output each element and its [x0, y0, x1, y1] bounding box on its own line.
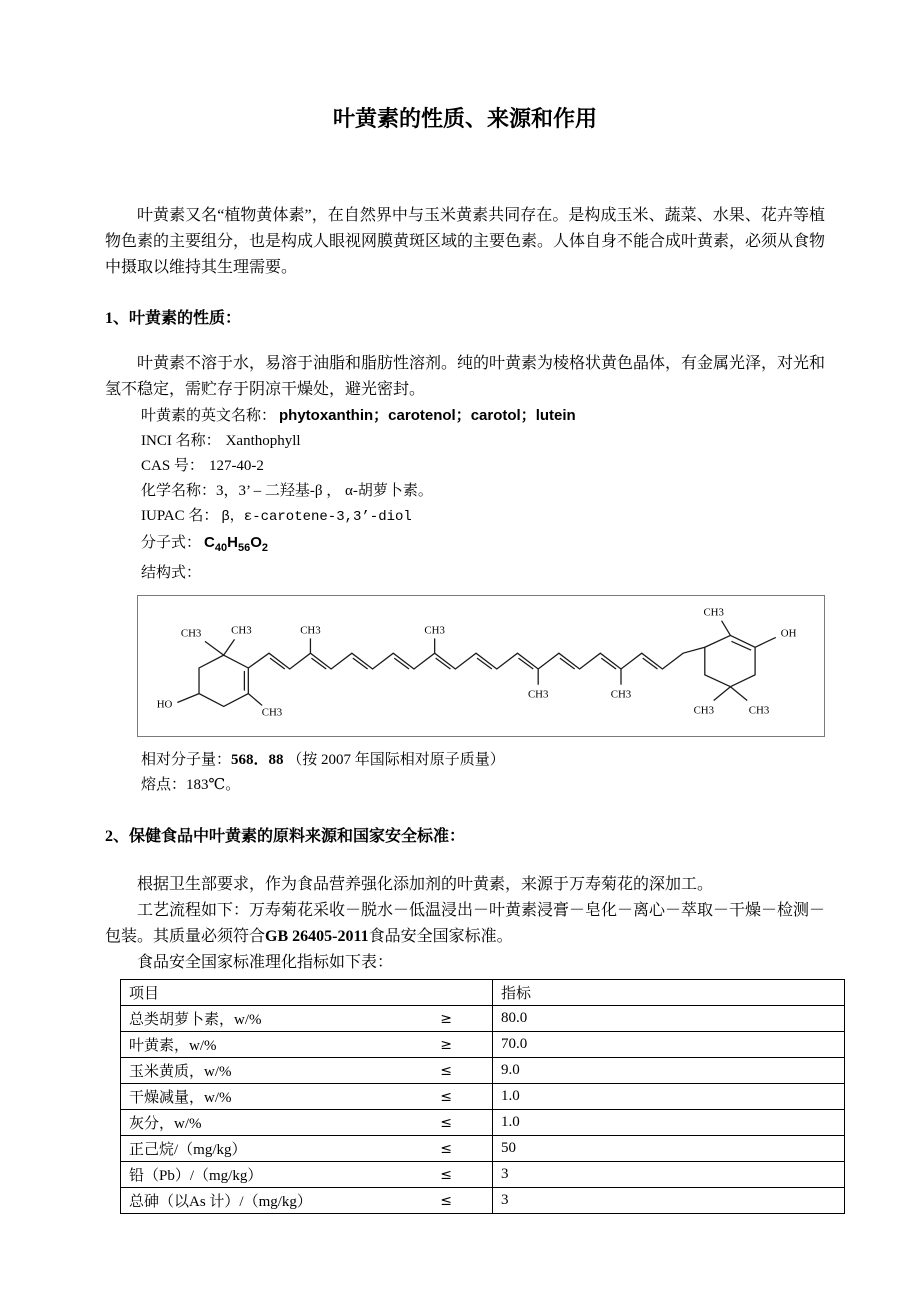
atom-label-ch3: CH3	[231, 624, 252, 637]
molecular-weight-note: （按 2007 年国际相对原子质量）	[287, 752, 505, 768]
item-name: 总类胡萝卜素，w/%	[129, 1012, 262, 1028]
inci-line	[141, 429, 825, 454]
table-row	[121, 1058, 845, 1084]
structure-image-frame	[137, 595, 825, 737]
table-row	[121, 1032, 845, 1058]
section2-paragraph-process	[105, 898, 825, 950]
table-row	[121, 1188, 845, 1214]
item-value: 3	[493, 1162, 845, 1188]
inci-value: Xanthophyll	[225, 433, 301, 449]
formula-line	[141, 530, 825, 561]
atom-label-ch3: CH3	[703, 606, 724, 619]
molecular-data-lines	[141, 748, 825, 798]
formula-value: $C_{40}H_{56}O_2$	[204, 534, 268, 554]
english-names-label: 叶黄素的英文名称：	[141, 408, 277, 424]
cas-line	[141, 454, 825, 479]
comparison-symbol: ≥	[440, 1010, 452, 1027]
item-name: 正己烷/（mg/kg）	[129, 1142, 247, 1158]
molecular-weight-line	[141, 748, 825, 773]
page-title: 叶黄素的性质、来源和作用	[332, 106, 597, 131]
table-row	[121, 1162, 845, 1188]
standards-table	[120, 979, 845, 1214]
table-intro-line: 食品安全国家标准理化指标如下表：	[137, 954, 394, 971]
comparison-symbol: ≤	[440, 1062, 452, 1079]
atom-label-ch3: CH3	[748, 704, 770, 717]
process-text: 工艺流程如下：万寿菊花采收－脱水－低温浸出－叶黄素浸膏－皂化－离心－萃取－干燥－检测－包装。其质量必须符合	[105, 902, 826, 945]
comparison-symbol: ≤	[440, 1114, 452, 1131]
process-text-tail: 食品安全国家标准。	[368, 928, 513, 945]
atom-label-ch3: CH3	[424, 624, 445, 637]
comparison-symbol: ≤	[440, 1140, 452, 1157]
iupac-value: β，ε-carotene-3,3’-diol	[221, 509, 412, 525]
atom-label-ch3: CH3	[527, 688, 549, 701]
english-names-value: phytoxanthin；carotenol；carotol；lutein	[279, 407, 576, 424]
section1-paragraph: 叶黄素不溶于水，易溶于油脂和脂肪性溶剂。纯的叶黄素为棱格状黄色晶体，有金属光泽，对光和氢不稳定，需贮存于阴凉干燥处，避光密封。	[105, 355, 826, 398]
item-name: 玉米黄质，w/%	[129, 1064, 232, 1080]
section1-heading: 1、叶黄素的性质：	[105, 310, 242, 327]
molecular-weight-label: 相对分子量：	[141, 752, 232, 768]
item-value: 1.0	[493, 1110, 845, 1136]
item-value: 80.0	[493, 1006, 845, 1032]
intro-paragraph: 叶黄素又名“植物黄体素”，在自然界中与玉米黄素共同存在。是构成玉米、蔬菜、水果、花卉等植物色素的主要组分，也是构成人眼视网膜黄斑区域的主要色素。人体自身不能合成叶黄素，必须从食物中摄取以维持其生理需要。	[105, 207, 826, 276]
molecular-weight-value: 568．88	[231, 752, 284, 768]
item-name: 灰分，w/%	[129, 1116, 202, 1132]
table-row	[121, 1006, 845, 1032]
item-value: 50	[493, 1136, 845, 1162]
table-row	[121, 1084, 845, 1110]
formula-label: 分子式：	[141, 535, 202, 551]
property-list	[141, 403, 825, 586]
comparison-symbol: ≤	[440, 1166, 452, 1183]
atom-label-ch3: CH3	[693, 704, 715, 717]
item-value: 9.0	[493, 1058, 845, 1084]
item-value: 3	[493, 1188, 845, 1214]
cas-value: 127-40-2	[208, 458, 264, 474]
iupac-label: IUPAC 名：	[141, 508, 219, 524]
atom-label-ch3: CH3	[610, 688, 632, 701]
item-value: 1.0	[493, 1084, 845, 1110]
item-name: 干燥减量，w/%	[129, 1090, 232, 1106]
structure-label: 结构式：	[141, 565, 202, 581]
table-row	[121, 1110, 845, 1136]
atom-label-ch3: CH3	[180, 627, 202, 640]
english-names-line	[141, 403, 825, 429]
comparison-symbol: ≤	[440, 1192, 452, 1209]
table-row	[121, 1136, 845, 1162]
table-header-row	[121, 980, 845, 1006]
item-name: 叶黄素，w/%	[129, 1038, 217, 1054]
item-value: 70.0	[493, 1032, 845, 1058]
item-name: 总砷（以As 计）/（mg/kg）	[129, 1194, 312, 1210]
atom-label-ch3: CH3	[300, 624, 321, 637]
gb-standard-code: GB 26405-2011	[265, 928, 369, 945]
melting-point-line: 熔点：183℃。	[141, 777, 241, 793]
atom-label-oh: OH	[780, 627, 797, 640]
header-item: 项目	[121, 980, 493, 1006]
inci-label: INCI 名称：	[141, 433, 221, 449]
section2-paragraph-source: 根据卫生部要求，作为食品营养强化添加剂的叶黄素，来源于万寿菊花的深加工。	[137, 876, 714, 893]
atom-label-ho: HO	[156, 698, 173, 711]
atom-label-ch3: CH3	[261, 706, 283, 719]
cas-label: CAS 号：	[141, 458, 204, 474]
comparison-symbol: ≤	[440, 1088, 452, 1105]
comparison-symbol: ≥	[440, 1036, 452, 1053]
lutein-structure-diagram	[138, 596, 824, 736]
section2-heading: 2、保健食品中叶黄素的原料来源和国家安全标准：	[105, 828, 466, 845]
chemical-name-line: 化学名称：3，3’ – 二羟基-β ， α-胡萝卜素。	[141, 483, 433, 499]
iupac-line	[141, 504, 825, 530]
item-name: 铅（Pb）/（mg/kg）	[129, 1168, 263, 1184]
header-value: 指标	[493, 980, 845, 1006]
